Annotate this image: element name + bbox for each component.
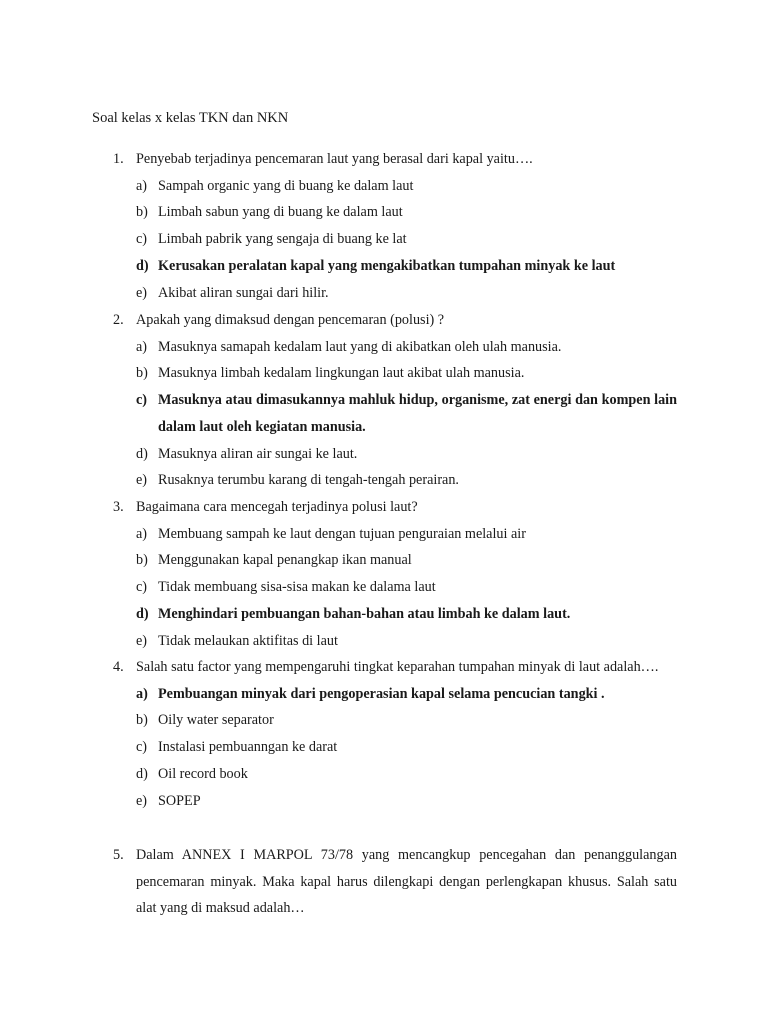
question-stem [113,654,677,681]
option-letter: e) [136,284,148,301]
option-text: Tidak membuang sisa-sisa makan ke dalama laut [158,579,436,596]
option-e [136,280,677,307]
question-text: Penyebab terjadinya pencemaran laut yang berasal dari kapal yaitu…. [136,151,533,167]
option-c [136,734,677,761]
option-text: Tidak melaukan aktifitas di laut [158,632,338,649]
question-number: 2. [113,312,124,328]
option-a [136,521,677,548]
option-letter: d) [136,257,149,274]
question-stem [113,146,677,173]
option-e [136,467,677,494]
option-letter: b) [136,204,148,221]
option-text: Membuang sampah ke laut dengan tujuan penguraian melalui air [158,525,526,542]
option-text: Menghindari pembuangan bahan-bahan atau limbah ke dalam laut. [158,605,571,622]
option-b [136,199,677,226]
option-c [136,574,677,601]
question-stem [113,494,677,521]
option-letter: e) [136,472,148,489]
question-text: Salah satu factor yang mempengaruhi tingkat keparahan tumpahan minyak di laut adalah…. [136,659,659,675]
option-text: Akibat aliran sungai dari hilir. [158,284,329,301]
option-b [136,547,677,574]
option-d-answer [136,253,677,280]
question-1 [113,146,677,306]
option-b [136,360,677,387]
question-5 [113,842,677,922]
question-4 [113,654,677,814]
question-number: 3. [113,499,124,515]
option-c [136,226,677,253]
question-stem [113,307,677,334]
question-number: 5. [113,847,124,863]
question-3 [113,494,677,654]
question-text: Apakah yang dimaksud dengan pencemaran (polusi) ? [136,312,445,328]
document-title: Soal kelas x kelas TKN dan NKN [92,110,289,126]
option-letter: a) [136,177,148,194]
question-text: Bagaimana cara mencegah terjadinya polusi laut? [136,499,418,515]
option-letter: c) [136,231,148,248]
option-a-answer [136,681,677,708]
option-a [136,334,677,361]
question-stem [113,842,677,922]
option-text: Masuknya samapah kedalam laut yang di akibatkan oleh ulah manusia. [158,338,562,355]
option-letter: d) [136,445,148,462]
option-e [136,788,677,815]
option-letter: c) [136,739,148,756]
option-text: Menggunakan kapal penangkap ikan manual [158,552,412,569]
option-letter: b) [136,712,148,729]
option-c-answer [136,387,677,440]
option-d-answer [136,601,677,628]
option-text: Limbah pabrik yang sengaja di buang ke lat [158,231,407,248]
option-letter: d) [136,765,148,782]
option-text: Oily water separator [158,712,274,729]
option-text: Sampah organic yang di buang ke dalam laut [158,177,414,194]
question-2 [113,307,677,494]
option-text: Kerusakan peralatan kapal yang mengakibatkan tumpahan minyak ke laut [158,257,616,274]
option-letter: a) [136,685,148,702]
option-a [136,173,677,200]
option-text: Masuknya limbah kedalam lingkungan laut akibat ulah manusia. [158,365,525,382]
option-letter: d) [136,605,149,622]
option-d [136,441,677,468]
question-number: 4. [113,659,124,675]
option-letter: e) [136,632,148,649]
option-e [136,628,677,655]
option-text: SOPEP [158,792,201,809]
option-text: Rusaknya terumbu karang di tengah-tengah perairan. [158,472,459,489]
option-b [136,707,677,734]
option-letter: b) [136,552,148,569]
option-letter: e) [136,792,148,809]
option-letter: a) [136,525,148,542]
option-text: Instalasi pembuanngan ke darat [158,739,338,756]
option-text: Masuknya atau dimasukannya mahluk hidup, organisme, zat energi dan kompen lain dalam laut oleh kegiatan manusia. [158,392,677,435]
question-number: 1. [113,151,124,167]
option-letter: c) [136,579,148,596]
option-text: Pembuangan minyak dari pengoperasian kapal selama pencucian tangki . [158,685,605,702]
question-text: Dalam ANNEX I MARPOL 73/78 yang mencangkup pencegahan dan penanggulangan pencemaran minyak. Maka kapal harus dilengkapi dengan perlengkapan khusus. Salah satu alat yang di maksud adalah… [136,847,677,917]
option-text: Limbah sabun yang di buang ke dalam laut [158,204,403,221]
option-letter: b) [136,365,148,382]
option-text: Masuknya aliran air sungai ke laut. [158,445,358,462]
option-d [136,761,677,788]
option-letter: c) [136,392,148,409]
option-text: Oil record book [158,765,248,782]
option-letter: a) [136,338,148,355]
